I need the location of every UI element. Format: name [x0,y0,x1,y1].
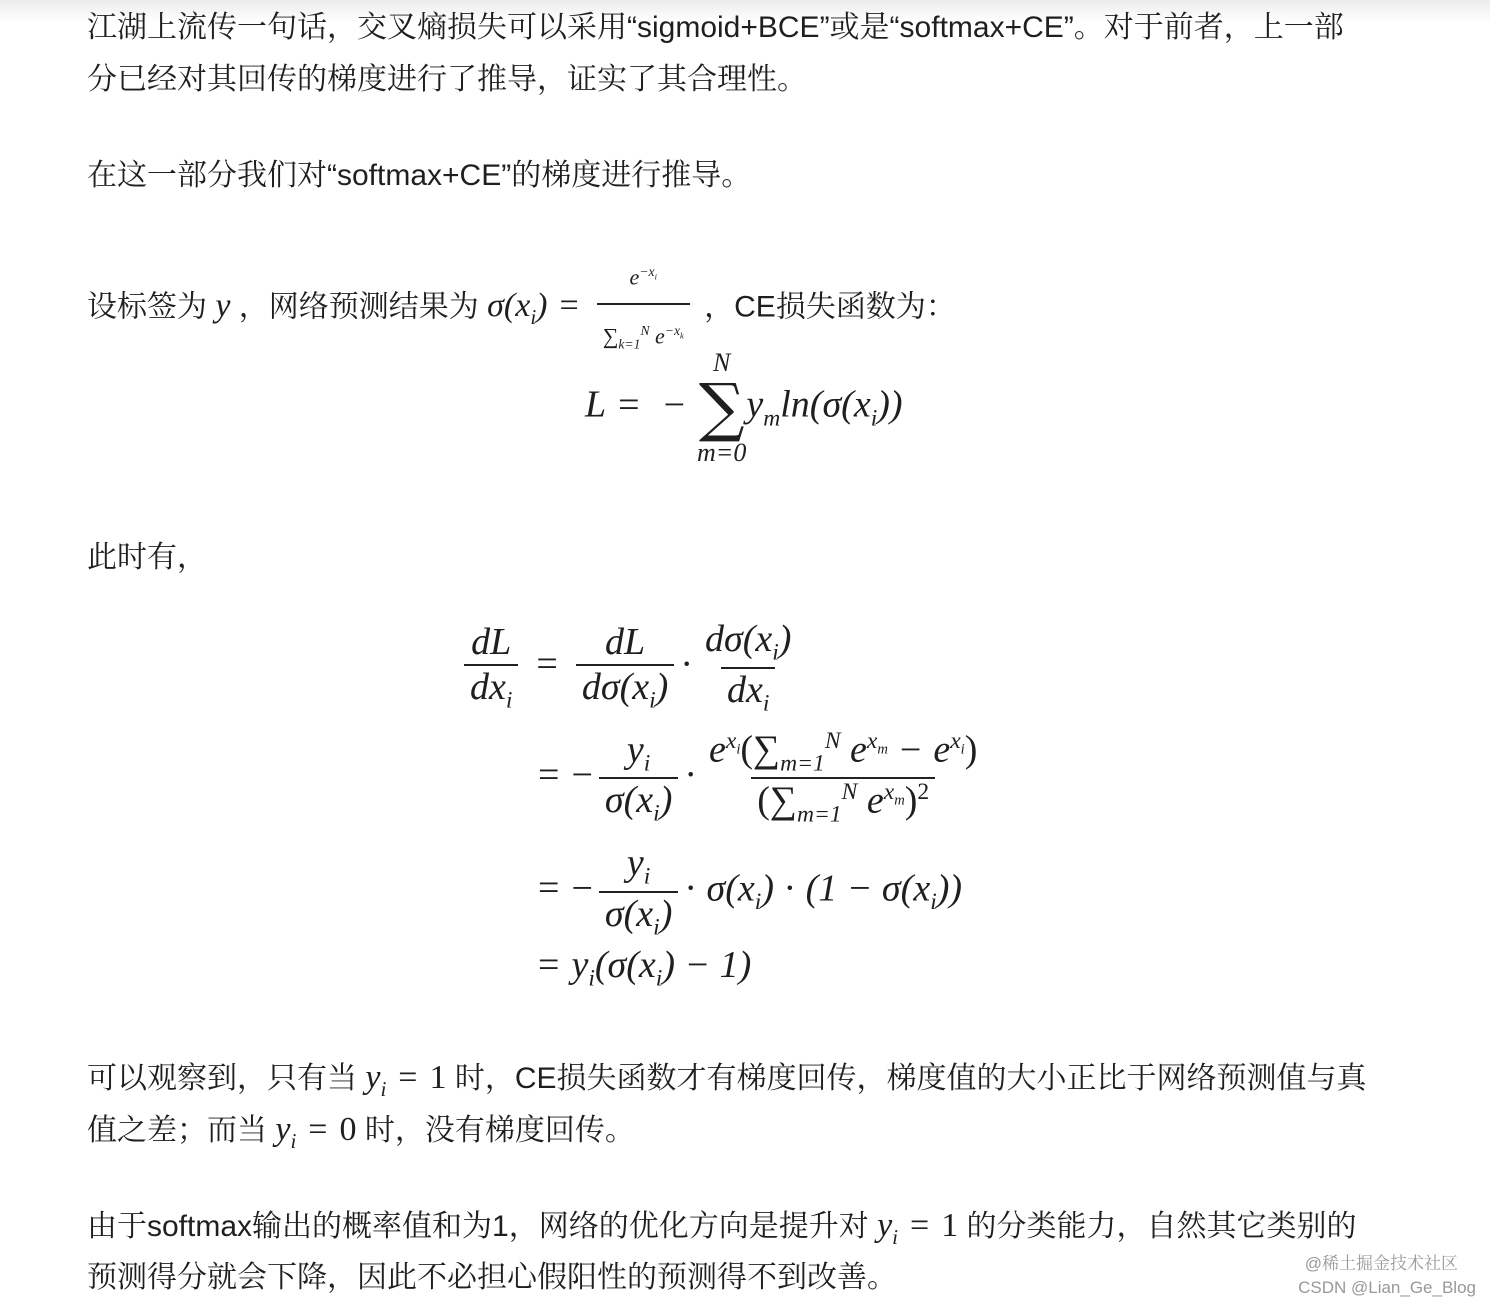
text: ，CE损失函数为： [704,290,956,324]
watermark-csdn: CSDN @Lian_Ge_Blog [1298,1278,1476,1297]
math-y: y [215,287,231,325]
paragraph-intro-line2: 分已经对其回传的梯度进行了推导，证实了其合理性。 [87,63,807,96]
watermark-juejin: @稀土掘金技术社区 [1304,1254,1458,1273]
paragraph-softmax-ce: 在这一部分我们对“softmax+CE”的梯度进行推导。 [87,159,752,192]
paragraph-then: 此时有， [87,541,207,574]
paragraph-conclusion-line2: 预测得分就会下降，因此不必担心假阳性的预测得不到改善。 [87,1261,897,1294]
math-sigma-def: $\sigma(x_i)$ = $\frac{e^{-x_i}}{\sum_{k=1}^N e^{-x_k}}$ [487,287,696,324]
formula-ce-loss: L = − N ∑ m=0 $y_m\ln(\sigma(x_i))$ [585,348,903,467]
derivation-line2: = − $\frac{y_i}{\sigma(x_i)}$ · $\frac{e^{x_i}(\sum_{m=1}^N e^{x_m} - e^{x_i})}{(\sum_{m=1}^N e^{x_m})^2}$ [538,728,978,828]
paragraph-intro-line1: 江湖上流传一句话，交叉熵损失可以采用“sigmoid+BCE”或是“softmax+CE”。对于前者，上一部 [87,11,1344,44]
paragraph-conclusion-line1: 由于softmax输出的概率值和为1，网络的优化方向是提升对 $y_i = 1$ 的分类能力，自然其它类别的 [87,1207,1357,1249]
paragraph-observation-line1: 可以观察到，只有当 $y_i = 1$ 时，CE损失函数才有梯度回传，梯度值的大小正比于网络预测值与真 [87,1059,1367,1101]
derivation-line4: = $y_i(\sigma(x_i) - 1)$ [538,944,752,992]
text: ，网络预测结果为 [238,290,479,324]
text: 设标签为 [87,290,207,324]
paragraph-observation-line2: 值之差；而当 $y_i = 0$ 时，没有梯度回传。 [87,1111,635,1153]
derivation-line1: $\frac{dL}{dx_i}$ = $\frac{dL}{d\sigma(x_i)}$ · $\frac{d\sigma(x_i)}{dx_i}$ [458,618,803,717]
derivation-line3: = − $\frac{y_i}{\sigma(x_i)}$ · $\sigma(x_i) \cdot (1 - \sigma(x_i))$ [538,842,963,941]
